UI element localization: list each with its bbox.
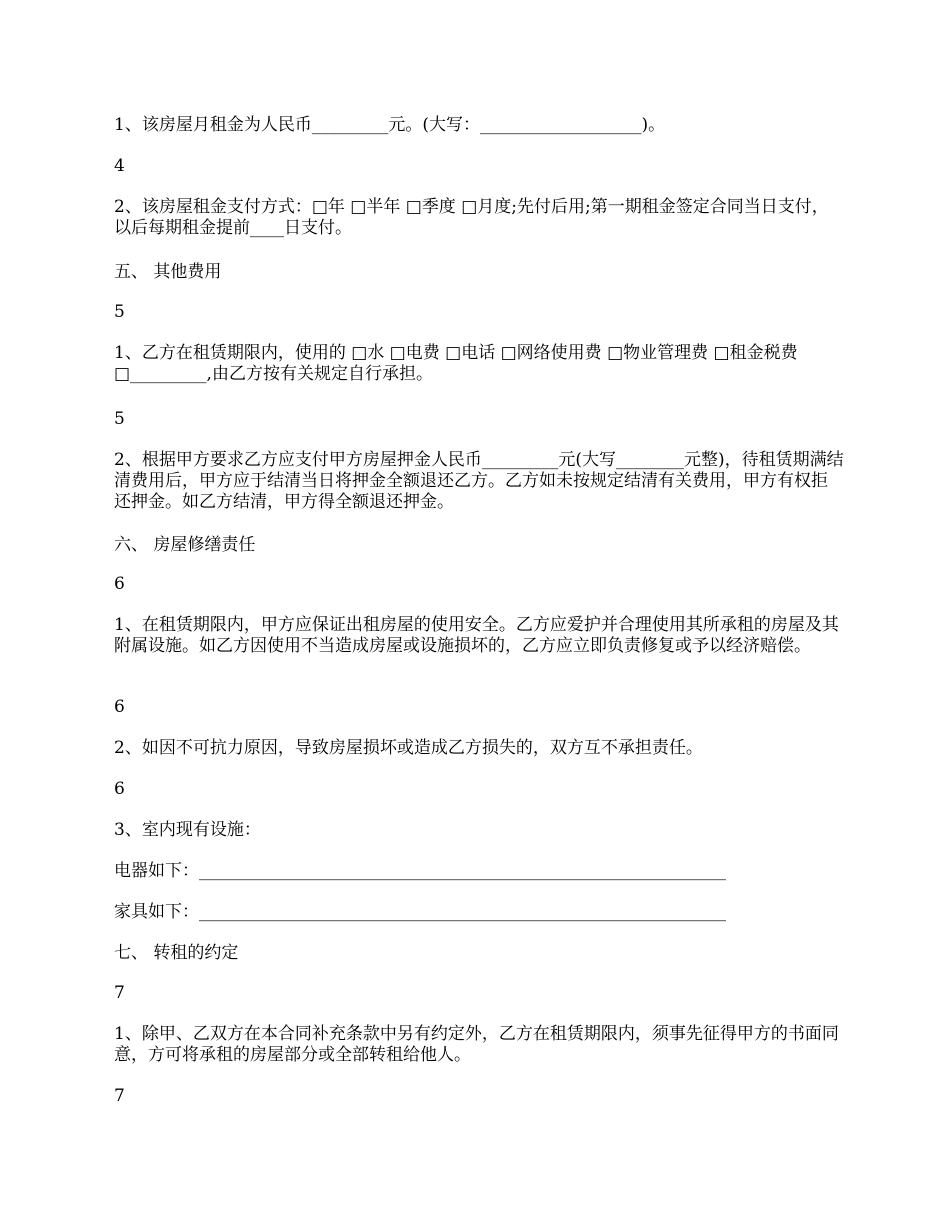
page-number: 7 xyxy=(114,1086,125,1106)
rent-amount-paragraph: 1、该房屋月租金为人民币_________元。(大写：___________________)。 xyxy=(114,115,666,135)
utility-costs-paragraph: 1、乙方在租赁期限内，使用的 □水 □电费 □电话 □网络使用费 □物业管理费 □租金税费 □_________,由乙方按有关规定自行承担。 xyxy=(114,343,804,384)
page-number: 6 xyxy=(114,779,125,799)
repair-responsibility-paragraph: 1、在租赁期限内，甲方应保证出租房屋的使用安全。乙方应爱护并合理使用其所承租的房屋及其附属设施。如乙方因使用不当造成房屋或设施损坏的，乙方应立即负责修复或予以经济赔偿。 xyxy=(114,615,839,656)
sublease-paragraph: 1、除甲、乙双方在本合同补充条款中另有约定外，乙方在租赁期限内，须事先征得甲方的书面同意，方可将承租的房屋部分或全部转租给他人。 xyxy=(114,1024,839,1065)
page-number: 6 xyxy=(114,697,125,717)
section-heading-sublease: 七、 转租的约定 xyxy=(114,943,239,963)
page-number: 6 xyxy=(114,574,125,594)
section-heading-repair: 六、 房屋修缮责任 xyxy=(114,535,256,555)
furniture-line: 家具如下：______________________________________________________________ xyxy=(114,902,726,922)
page-number: 5 xyxy=(114,302,125,322)
section-heading-other-fees: 五、 其他费用 xyxy=(114,262,222,282)
force-majeure-paragraph: 2、如因不可抗力原因，导致房屋损坏或造成乙方损失的，双方互不承担责任。 xyxy=(114,738,703,758)
existing-facilities-paragraph: 3、室内现有设施： xyxy=(114,820,261,840)
page-number: 7 xyxy=(114,983,125,1003)
page-number: 4 xyxy=(114,156,125,176)
appliances-line: 电器如下：______________________________________________________________ xyxy=(114,861,726,881)
payment-method-paragraph: 2、该房屋租金支付方式：□年 □半年 □季度 □月度;先付后用;第一期租金签定合同当日支付，以后每期租金提前____日支付。 xyxy=(114,197,829,238)
page-number: 5 xyxy=(114,409,125,429)
deposit-paragraph: 2、根据甲方要求乙方应支付甲方房屋押金人民币_________元(大写________元整)，待租赁期满结清费用后，甲方应于结清当日将押金全额退还乙方。乙方如未按规定结清有关费用，甲方有权拒还押金。如乙方结清，甲方得全额退还押金。 xyxy=(114,450,844,512)
